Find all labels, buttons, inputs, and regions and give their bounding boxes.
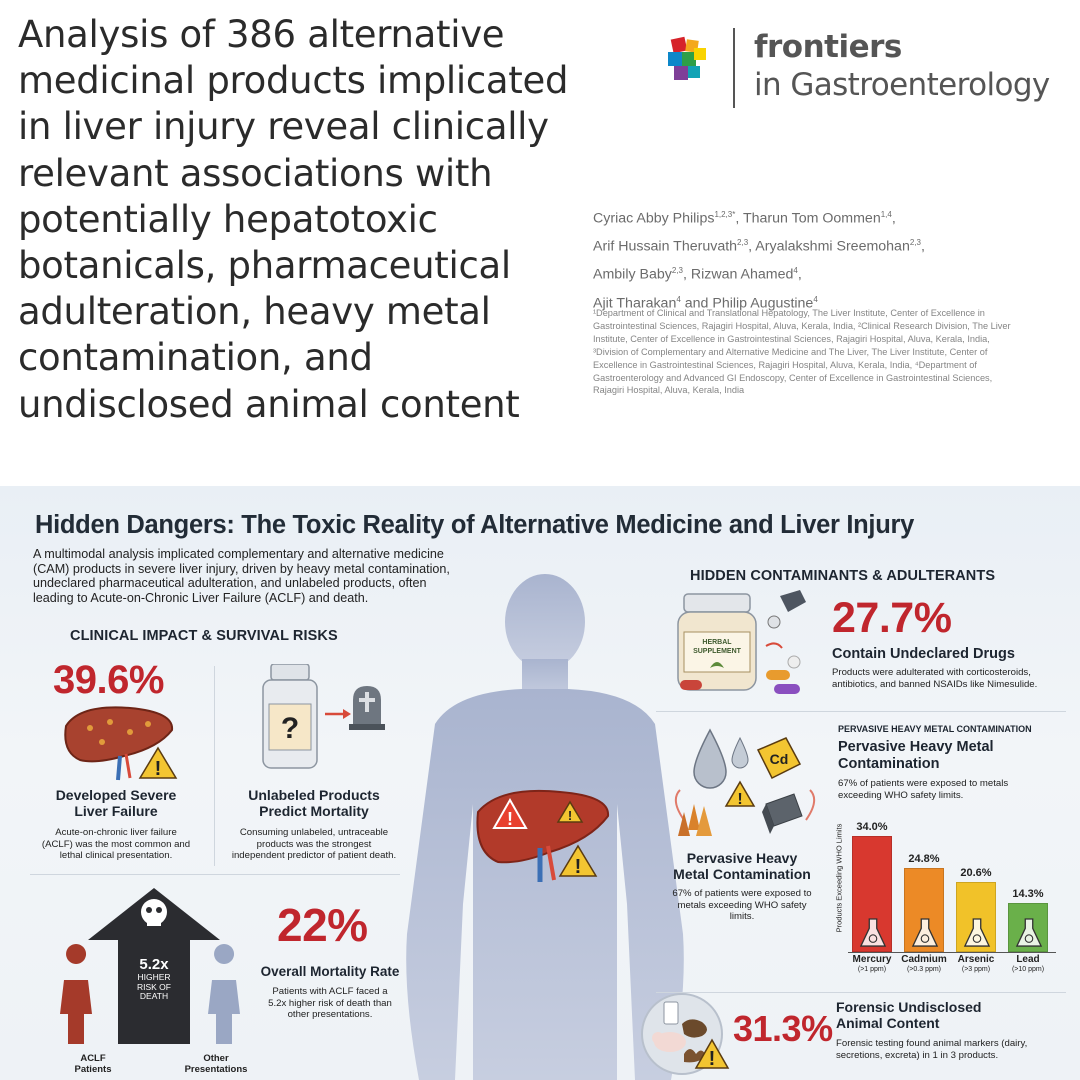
aclf-patients-label — [58, 1054, 128, 1075]
undeclared-drugs-desc-line2: antibiotics, and banned NSAIDs like Nimesulide. — [832, 678, 1038, 690]
bar-category-label — [894, 955, 954, 975]
svg-text:!: ! — [154, 758, 162, 780]
contaminants-heading: HIDDEN CONTAMINANTS & ADULTERANTS — [690, 568, 996, 584]
mortality-desc — [244, 986, 416, 1021]
author-affiliation-marker: 2,3 — [909, 238, 921, 248]
author-name: Ajit Tharakan — [593, 295, 677, 312]
liver-failure-title-line1: Developed Severe — [55, 787, 177, 803]
author-affiliation-marker: 4 — [813, 294, 818, 304]
journal-name-line2: in Gastroenterology — [754, 67, 1050, 103]
author-affiliation-marker: 2,3 — [737, 238, 749, 248]
metals-left-desc-line1: 67% of patients were exposed to — [672, 888, 812, 899]
svg-text:!: ! — [507, 809, 513, 829]
metals-left-title-line1: Pervasive Heavy — [686, 850, 798, 866]
risk-line2: RISK OF — [136, 981, 171, 992]
paper-header — [0, 0, 1080, 486]
animal-desc-line1: Forensic testing found animal markers (dairy, — [836, 1038, 1028, 1049]
author-affiliation-marker: 4 — [793, 266, 798, 276]
mortality-pct: 22% — [277, 899, 368, 951]
author-list: Cyriac Abby Philips$^{1,2,3*}$, Tharun Tom Oommen$^{1,4}$, Arif Hussain Theruvath$^{2,3}$, Aryalakshmi Sreemohan$^{2,3}$, Ambily Baby$^{2,3}$, Rizwan Ahamed$^4$, Ajit Tharakan$^4$ and Philip Augustine$^4$ — [593, 210, 925, 312]
bar-arsenic — [956, 882, 996, 952]
bar-cadmium — [904, 868, 944, 952]
heavy-metals-icon — [670, 720, 820, 852]
intro-line: (CAM) products in severe liver injury, driven by heavy metal contamination, — [33, 561, 450, 576]
animal-desc-line2: secretions, excreta) in 1 in 3 products. — [836, 1049, 999, 1061]
affiliation-line: ³Division of Complementary and Alternative Medicine and The Liver, The Liver Institute, Center of — [593, 346, 988, 357]
animal-title-line1: Forensic Undisclosed — [836, 999, 982, 1015]
undeclared-drugs-title: Contain Undeclared Drugs — [832, 646, 1015, 662]
bar-value-label: 14.3% — [1012, 888, 1044, 901]
svg-text:!: ! — [737, 791, 743, 808]
metals-title-line2: Contamination — [838, 755, 940, 772]
intro-line: leading to Acute-on-Chronic Liver Failure (ACLF) and death. — [33, 591, 369, 606]
liver-failure-desc-line1: Acute-on-chronic liver failure — [55, 827, 177, 838]
liver-failure-desc — [28, 827, 204, 862]
paper-title-line: botanicals, pharmaceutical — [18, 244, 511, 288]
infographic-title: Hidden Dangers: The Toxic Reality of Alternative Medicine and Liver Injury — [35, 511, 914, 539]
jar-label-line2: SUPPLEMENT — [693, 648, 741, 655]
bar-category-name: Cadmium — [901, 954, 947, 965]
metals-left-desc — [660, 888, 824, 923]
author-name: Arif Hussain Theruvath — [593, 238, 738, 255]
liver-failure-title-line2: Liver Failure — [74, 802, 158, 819]
unlabeled-desc-line3: independent predictor of patient death. — [231, 850, 397, 861]
author-affiliation-marker: 1,2,3* — [714, 210, 736, 219]
undeclared-drugs-pct: 27.7% — [832, 594, 952, 642]
metals-title — [838, 739, 994, 772]
unlabeled-desc-line1: Consuming unlabeled, untraceable — [239, 827, 389, 838]
divider-horizontal-right — [656, 711, 1066, 712]
author-name: Cyriac Abby Philips — [593, 210, 715, 227]
paper-title-line: medicinal products implicated — [18, 59, 569, 103]
journal-name — [754, 30, 1050, 106]
liver-failure-title — [28, 788, 204, 819]
logo-divider — [733, 28, 735, 108]
liver-failure-desc-line3: lethal clinical presentation. — [59, 850, 173, 861]
jar-label-line1: HERBAL — [702, 639, 732, 646]
paper-title-line: in liver injury reveal clinically — [18, 105, 549, 149]
bar-threshold: (>3 ppm) — [961, 966, 991, 973]
mortality-desc-line1: Patients with ACLF faced a — [272, 986, 388, 997]
mortality-title: Overall Mortality Rate — [260, 964, 400, 979]
bar-value-label: 34.0% — [856, 821, 888, 834]
bar-category-name: Lead — [1016, 954, 1040, 965]
cadmium-symbol: Cd — [769, 751, 789, 767]
liver-warning-icon — [470, 782, 620, 892]
supplement-jar-icon — [670, 590, 820, 702]
metals-small-label: PERVASIVE HEAVY METAL CONTAMINATION — [838, 724, 1032, 734]
metals-left-title — [658, 850, 826, 882]
flask-icon — [911, 917, 939, 949]
liver-failure-pct: 39.6% — [53, 658, 164, 702]
divider-vertical — [214, 666, 215, 866]
bar-category-label — [842, 955, 902, 975]
chart-baseline — [848, 952, 1056, 953]
aclf-label-line2: Patients — [74, 1063, 112, 1075]
unlabeled-bottle-icon — [255, 664, 395, 772]
author-affiliation-marker: 2,3 — [671, 266, 683, 276]
bar-value-label: 24.8% — [908, 852, 940, 865]
intro-line: A multimodal analysis implicated complementary and alternative medicine — [33, 547, 444, 561]
paper-title-line: adulteration, heavy metal — [18, 290, 491, 334]
author-name: Philip Augustine — [712, 295, 814, 312]
paper-title-line: potentially hepatotoxic — [18, 197, 438, 241]
chart-y-axis-label: Products Exceeding WHO Limits — [834, 823, 844, 933]
metals-desc: 67% of patients were exposed to metals exceeding WHO safety limits. — [838, 778, 1009, 801]
svg-text:!: ! — [708, 1048, 716, 1070]
paper-title — [18, 12, 648, 428]
paper-title-line: relevant associations with — [18, 151, 493, 195]
bar-mercury — [852, 836, 892, 952]
bar-threshold: (>1 ppm) — [857, 966, 887, 973]
affiliation-line: ¹Department of Clinical and Translational Hepatology, The Liver Institute, Center of Excellence in — [593, 308, 985, 318]
mortality-desc-line2: 5.2x higher risk of death than — [268, 997, 392, 1009]
mortality-desc-line3: other presentations. — [287, 1009, 373, 1020]
unlabeled-title — [226, 788, 402, 819]
svg-text:!: ! — [574, 856, 582, 878]
metals-left-desc-line3: limits. — [729, 911, 755, 922]
flask-icon — [963, 917, 991, 949]
other-label-line2: Presentations — [184, 1063, 248, 1075]
unlabeled-title-line1: Unlabeled Products — [248, 787, 380, 803]
risk-multiplier — [118, 956, 190, 1002]
undeclared-drugs-desc-line1: Products were adulterated with corticosteroids, — [832, 667, 1031, 678]
animal-content-pct: 31.3% — [733, 1008, 833, 1049]
frontiers-logo-icon — [668, 36, 708, 84]
author-name: Aryalakshmi Sreemohan — [755, 238, 910, 255]
undeclared-drugs-desc — [832, 667, 1072, 690]
affiliation-line: Gastroenterology and Advanced GI Endoscopy, Center of Excellence in Gastrointestinal Sciences, — [593, 372, 993, 383]
metals-left-desc-line2: metals exceeding WHO safety — [677, 899, 807, 911]
bar-category-name: Mercury — [852, 954, 892, 965]
animal-title-line2: Animal Content — [836, 1015, 940, 1031]
author-name: Ambily Baby — [593, 267, 672, 284]
svg-text:!: ! — [567, 808, 573, 823]
bar-threshold: (>0.3 ppm) — [906, 966, 942, 973]
author-affiliation-marker: 1,4 — [880, 210, 892, 219]
bar-value-label: 20.6% — [960, 866, 992, 879]
affiliation-line: Rajagiri Hospital, Aluva, Kerala, India — [593, 385, 745, 396]
animal-content-desc — [836, 1038, 1066, 1061]
divider-horizontal — [30, 874, 400, 875]
chart-y-axis-label-wrap — [832, 804, 846, 952]
affiliation-list — [593, 307, 1073, 397]
unlabeled-desc-line2: products was the strongest — [256, 838, 372, 850]
bar-lead — [1008, 903, 1048, 952]
risk-line1: HIGHER — [137, 972, 171, 982]
affiliation-line: Excellence in Gastrointestinal Sciences, Rajagiri Hospital, Aluva, Kerala, India, ⁴Department of — [593, 359, 977, 370]
unlabeled-bottle-mark: ? — [280, 712, 300, 745]
author-affiliation-marker: 4 — [676, 294, 681, 304]
metals-title-line1: Pervasive Heavy Metal — [838, 739, 994, 755]
bar-category-label — [998, 955, 1058, 975]
bar-threshold: (>10 ppm) — [1011, 966, 1045, 973]
flask-icon — [859, 917, 887, 949]
animal-content-title — [836, 999, 981, 1031]
unlabeled-desc — [222, 827, 406, 862]
paper-title-line: Analysis of 386 alternative — [18, 13, 505, 56]
intro-line: undeclared pharmaceutical adulteration, and unlabeled products, often — [33, 576, 427, 591]
author-name: Rizwan Ahamed — [690, 267, 794, 284]
unlabeled-title-line2: Predict Mortality — [259, 802, 369, 819]
other-presentations-label — [176, 1054, 256, 1075]
clinical-impact-heading: CLINICAL IMPACT & SURVIVAL RISKS — [70, 628, 338, 644]
journal-name-line1: frontiers — [754, 29, 902, 65]
affiliation-line: Institute, Center of Excellence in Gastrointestinal Sciences, Rajagiri Hospital, Aluva, Kerala, India, — [593, 333, 990, 344]
flask-icon — [1015, 917, 1043, 949]
author-name: Tharun Tom Oommen — [742, 210, 881, 227]
bar-category-label — [946, 955, 1006, 975]
bar-category-name: Arsenic — [957, 954, 995, 965]
metals-left-title-line2: Metal Contamination — [673, 866, 811, 882]
risk-line3: DEATH — [139, 991, 169, 1001]
liver-failure-desc-line2: (ACLF) was the most common and — [41, 838, 191, 850]
aclf-label-line1: ACLF — [80, 1053, 106, 1064]
affiliation-line: Gastrointestinal Sciences, Rajagiri Hospital, Aluva, Kerala, India, ²Clinical Research Division, The Liver — [593, 320, 1011, 331]
liver-icon — [60, 702, 180, 782]
animal-content-icon — [636, 984, 732, 1080]
heavy-metal-bar-chart — [848, 804, 1058, 989]
other-label-line1: Other — [203, 1053, 229, 1064]
risk-value: 5.2x — [139, 956, 169, 973]
paper-title-line: undisclosed animal content — [18, 382, 520, 426]
infographic — [0, 486, 1080, 1080]
paper-title-line: contamination, and — [18, 336, 373, 380]
